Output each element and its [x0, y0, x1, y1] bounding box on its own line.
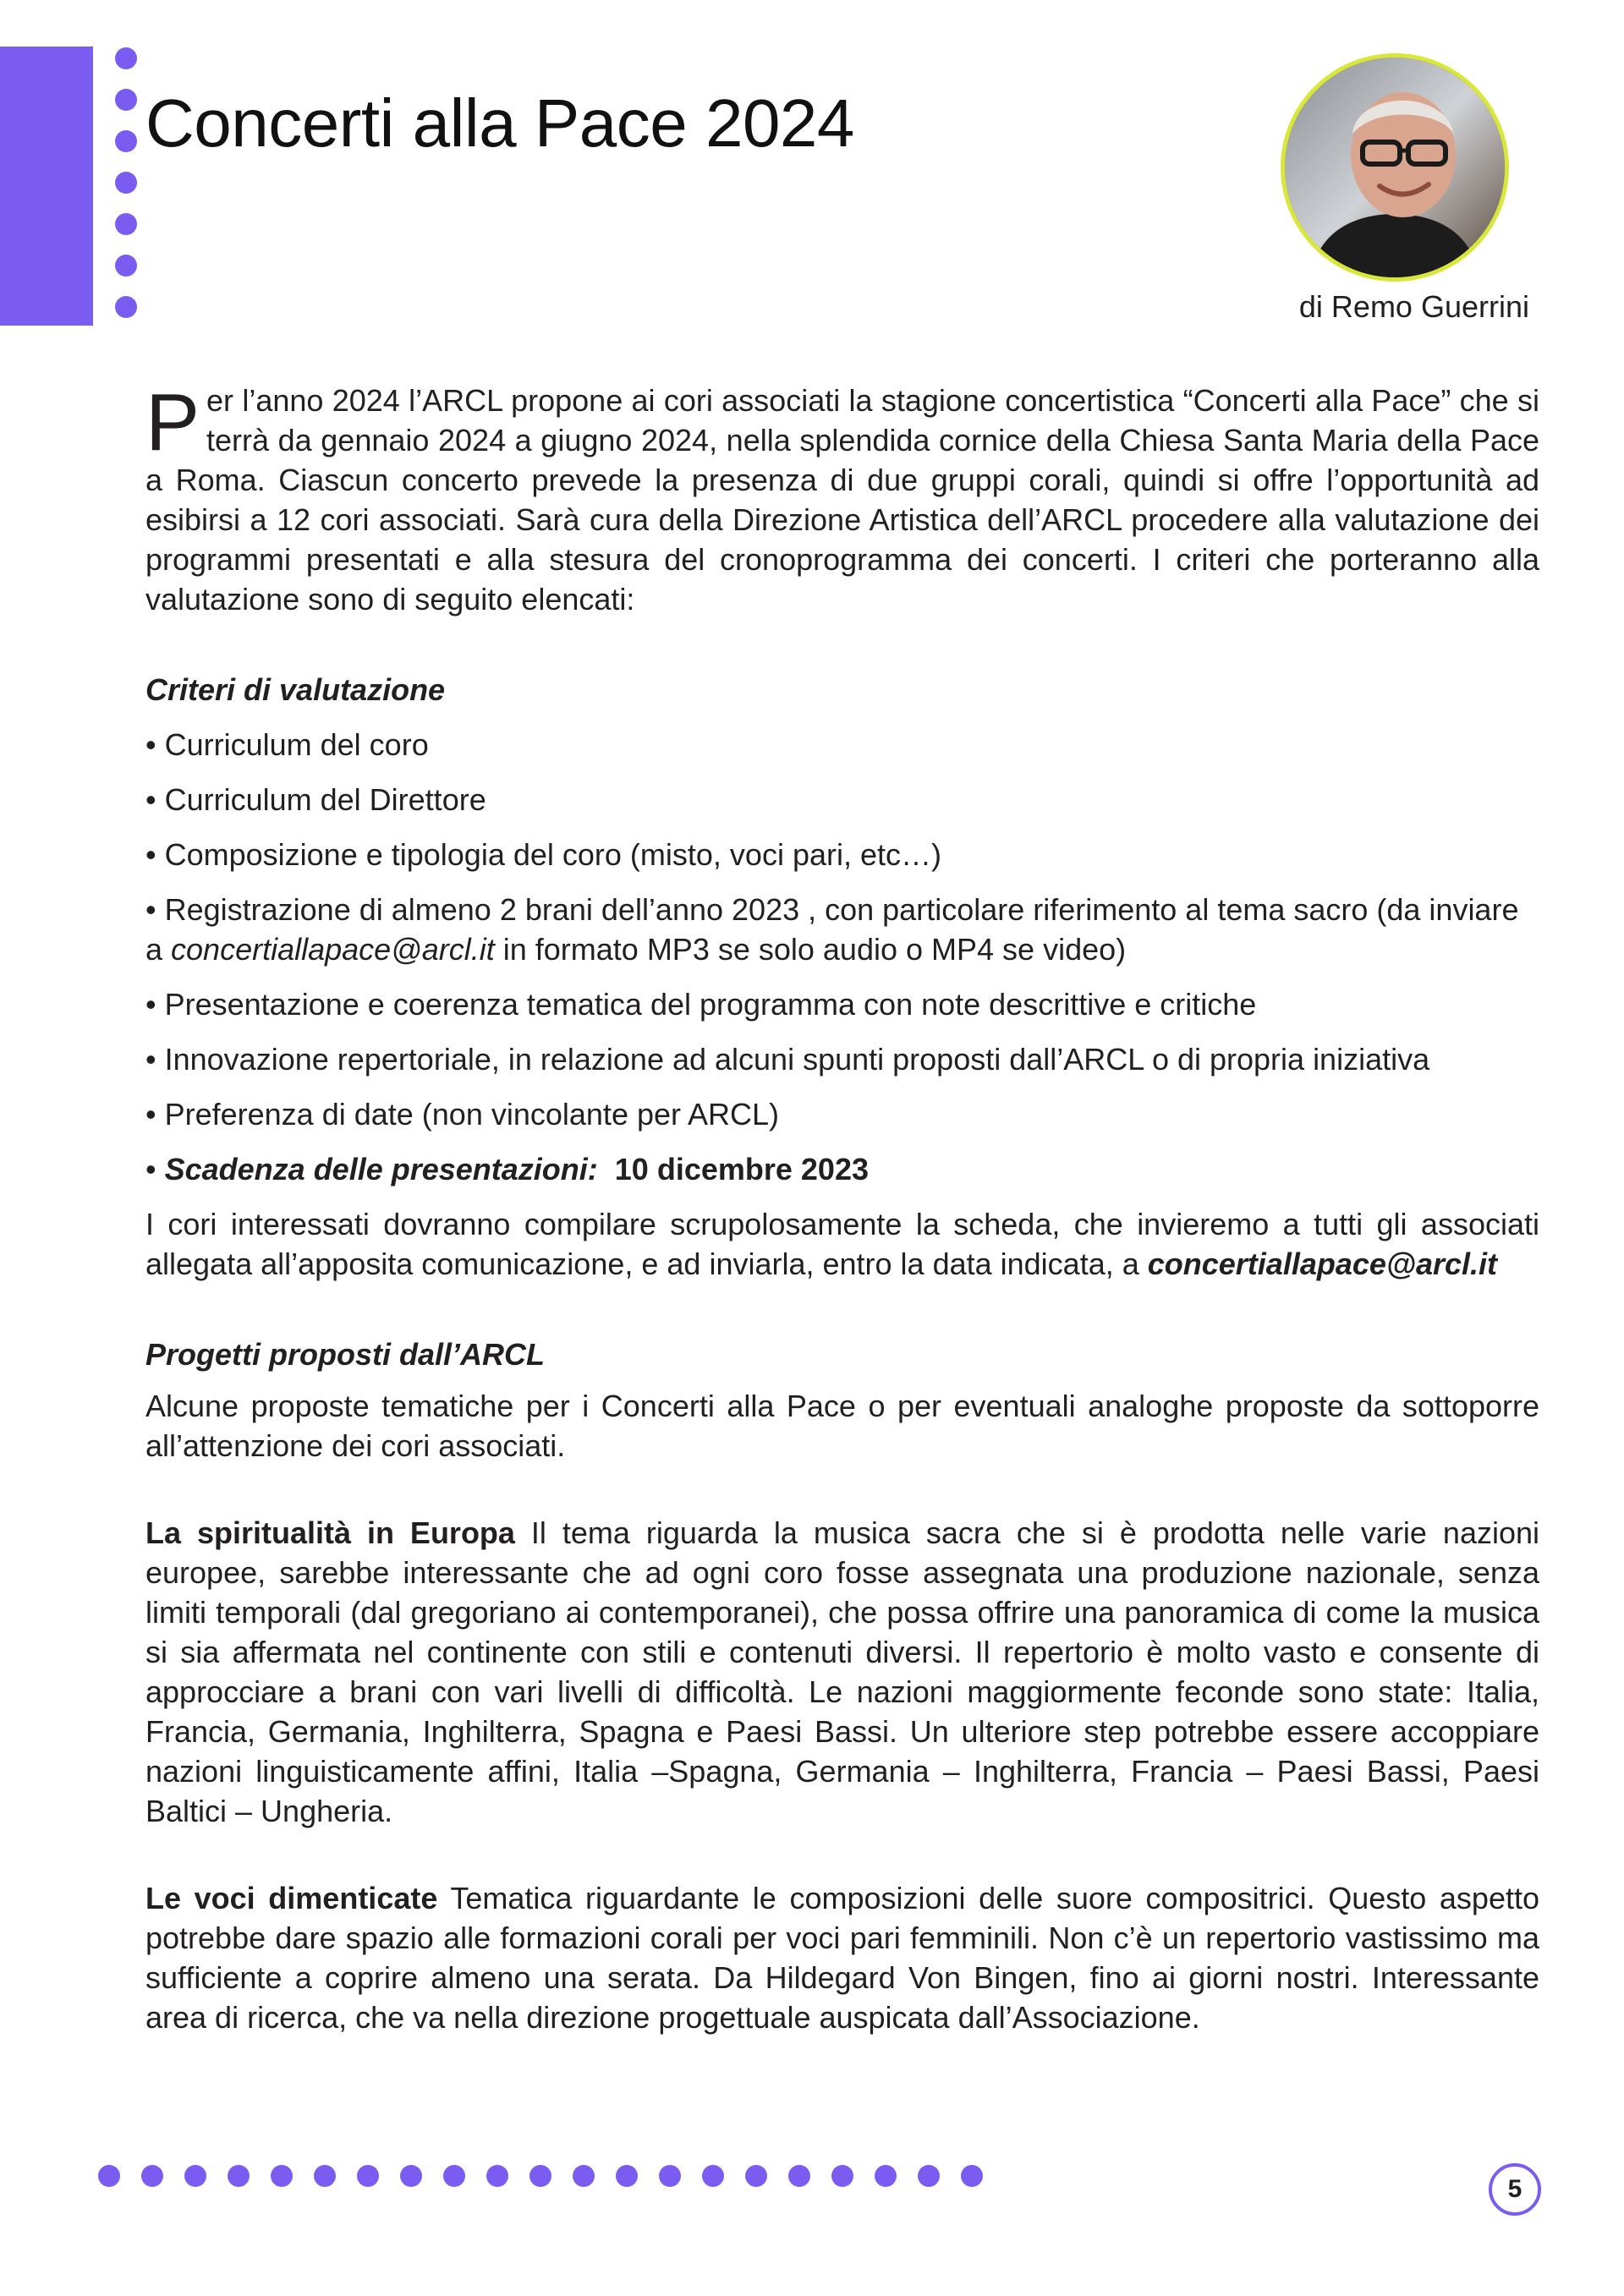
email-link[interactable]: concertiallapace@arcl.it [1147, 1247, 1498, 1281]
decorative-dots-vertical [115, 47, 139, 318]
intro-text: er l’anno 2024 l’ARCL propone ai cori associati la stagione concertistica “Concerti alla Pace” che si terrà da gennaio 2024 a giugno 2024, nella splendida cornice della Chiesa Santa Maria della Pace a Roma. Ciascun concerto prevede la presenza di due gruppi corali, quindi si offre l’opportunità ad esibirsi a 12 cori associati. Sarà cura della Direzione Artistica dell’ARCL procedere alla valutazione dei programmi presentati e alla stesura del cronoprogramma dei concerti. I criteri che porteranno alla valutazione sono di seguito elencati: [145, 383, 1539, 616]
deadline-label: Scadenza delle presentazioni: [164, 1152, 598, 1186]
dot [115, 255, 137, 277]
project-title: Le voci dimenticate [145, 1881, 438, 1915]
dot [115, 213, 137, 235]
projects-intro: Alcune proposte tematiche per i Concerti alla Pace o per eventuali analoghe proposte da sottoporre all’attenzione dei cori associati. [145, 1389, 1539, 1463]
project-paragraph: Le voci dimenticate Tematica riguardante le composizioni delle suore compositrici. Questo aspetto potrebbe dare spazio alle formazioni corali per voci pari femminili. Non c’è un repertorio vastissimo ma sufficiente a coprire almeno una serata. Da Hildegard Von Bingen, fino ai giorni nostri. Interessante area di ricerca, che va nella direzione progettuale auspicata dall’Associazione. [145, 1881, 1540, 2035]
dot [228, 2165, 250, 2187]
dot [357, 2165, 379, 2187]
drop-cap: P [145, 377, 200, 468]
dot [788, 2165, 810, 2187]
dot [184, 2165, 206, 2187]
dot [115, 172, 137, 194]
dot [831, 2165, 853, 2187]
dot [702, 2165, 724, 2187]
dot [486, 2165, 508, 2187]
dot [659, 2165, 681, 2187]
dot [98, 2165, 120, 2187]
dot [115, 47, 137, 69]
list-item: • Innovazione repertoriale, in relazione ad alcuni spunti proposti dall’ARCL o di propria iniziativa [145, 1039, 1539, 1079]
list-item: • Presentazione e coerenza tematica del programma con note descrittive e critiche [145, 984, 1539, 1024]
decorative-dots-horizontal [98, 2165, 983, 2187]
dot [573, 2165, 595, 2187]
project-paragraph: La spiritualità in Europa Il tema riguarda la musica sacra che si è prodotta nelle varie nazioni europee, sarebbe interessante che ad ogni coro fosse assegnata una produzione nazionale, senza limiti temporali (dal gregoriano ai contemporanei), che possa offrire una panoramica di come la musica si sia affermata nel continente con stili e contenuti diversi. Il repertorio è molto vasto e consente di approcciare a brani con vari livelli di difficoltà. Le nazioni maggiormente feconde sono state: Italia, Francia, Germania, Inghilterra, Spagna e Paesi Bassi. Un ulteriore step potrebbe essere accoppiare nazioni linguisticamente affini, Italia –Spagna, Germania – Inghilterra, Francia – Paesi Bassi, Paesi Baltici – Ungheria. [145, 1515, 1539, 1828]
dot [529, 2165, 551, 2187]
dot [400, 2165, 422, 2187]
dot [443, 2165, 465, 2187]
author-portrait-icon [1285, 58, 1505, 277]
projects-heading: Progetti proposti dall’ARCL [145, 1337, 545, 1372]
list-item-recording: • Registrazione di almeno 2 brani dell’anno 2023 , con particolare riferimento al tema sacro (da inviare a concertiallapace@arcl.it in formato MP3 se solo audio o MP4 se video) [145, 890, 1539, 969]
author-photo [1281, 53, 1509, 282]
page-title: Concerti alla Pace 2024 [145, 85, 854, 161]
criteria-list [145, 725, 1539, 1189]
dot [115, 89, 137, 111]
author-byline: di Remo Guerrini [1298, 289, 1529, 324]
list-item: • Preferenza di date (non vincolante per ARCL) [145, 1094, 1539, 1134]
email-link[interactable]: concertiallapace@arcl.it [171, 932, 495, 967]
dot [314, 2165, 336, 2187]
list-item: • Curriculum del coro [145, 725, 1539, 764]
dot [115, 130, 137, 152]
dot [271, 2165, 293, 2187]
criteria-heading: Criteri di valutazione [145, 672, 446, 707]
project-title: La spiritualità in Europa [145, 1515, 515, 1550]
dot [745, 2165, 767, 2187]
accent-side-bar [0, 47, 93, 326]
dot [875, 2165, 897, 2187]
intro-paragraph [145, 377, 1539, 619]
list-item: • Composizione e tipologia del coro (misto, voci pari, etc…) [145, 835, 1539, 874]
dot [141, 2165, 163, 2187]
dot [961, 2165, 983, 2187]
article-body [145, 377, 1540, 2037]
page-number: 5 [1489, 2163, 1541, 2216]
closing-paragraph: I cori interessati dovranno compilare scrupolosamente la scheda, che invieremo a tutti gli associati allegata all’apposita comunicazione, e ad inviarla, entro la data indicata, a concertiallapace@arcl.it [145, 1207, 1539, 1281]
deadline-date: 10 dicembre 2023 [614, 1152, 869, 1186]
dot [115, 296, 137, 318]
dot [616, 2165, 638, 2187]
list-item-deadline [145, 1149, 1539, 1189]
dot [918, 2165, 940, 2187]
list-item: • Curriculum del Direttore [145, 780, 1539, 819]
